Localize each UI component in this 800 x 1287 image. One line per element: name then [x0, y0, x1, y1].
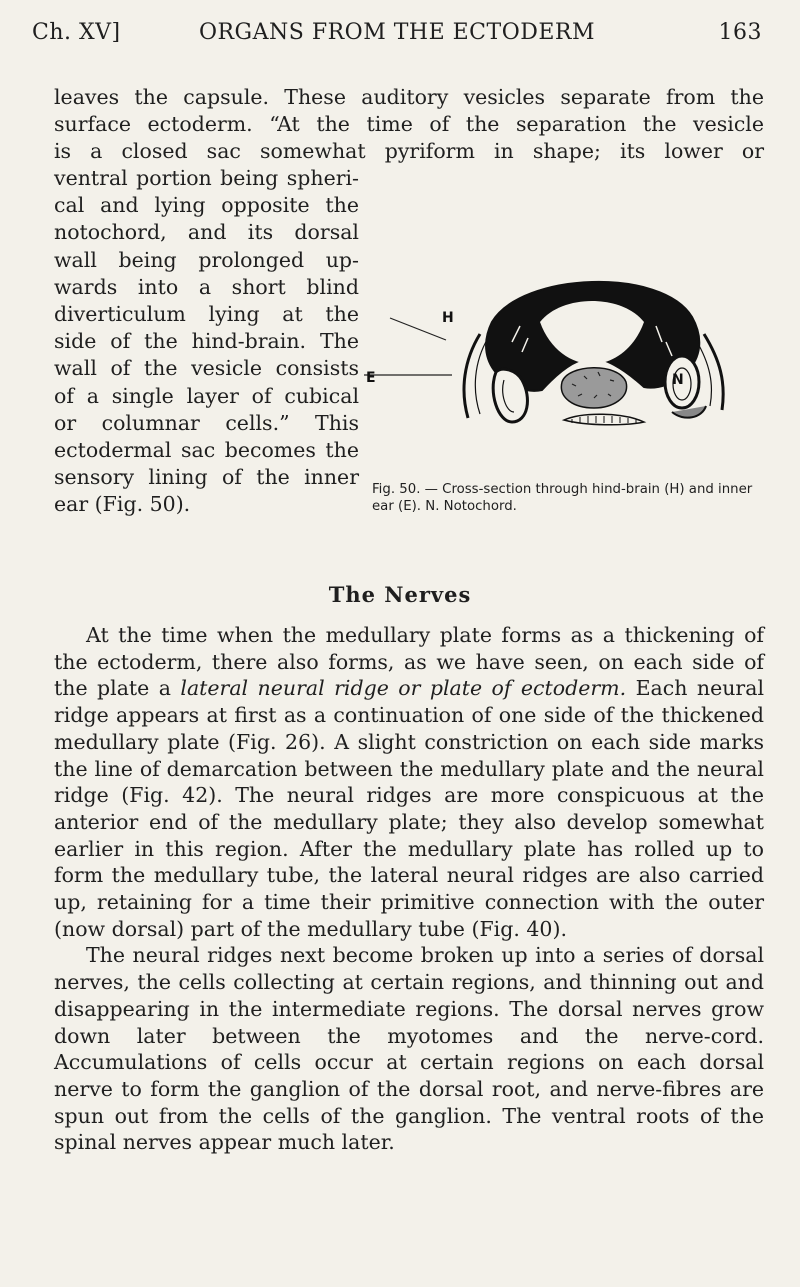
text-line: side of the hind-brain. The — [54, 329, 359, 354]
figure-caption: Fig. 50. — Cross-section through hind-brain (H) and inner ear (E). N. Notochord. — [372, 482, 753, 514]
text-span: Each neural ridge appears at first as a continuation of one side of the thickened medullary plate (Fig. 26). A slight constriction on each side marks the line of demarcation between the medullary plate and the neural ridge (Fig. 42). The neural ridges are more conspicuous at the anterior end of the medullary plate; they also develop somewhat earlier in this region. After the medullary plate has rolled up to form the medullary tube, the lateral neural ridges are also carried up, retaining for a time their primitive connection with the outer (now dorsal) part of the medullary tube (Fig. 40). — [54, 676, 765, 941]
cross-section-illustration — [366, 272, 767, 482]
text-line: of a single layer of cubical — [54, 383, 359, 408]
text-line: is a closed sac somewhat pyriform in shape; its lower or — [54, 139, 764, 164]
running-title: ORGANS FROM THE ECTODERM — [198, 20, 596, 45]
chapter-label: Ch. XV] — [32, 20, 121, 45]
text-line: or columnar cells.” This — [54, 410, 359, 435]
label-h: H — [442, 310, 454, 326]
text-span: At the time when the medullary plate forms as a thickening of the ectoderm, there also forms, as we have seen, on each side of the plate a — [54, 623, 764, 701]
text-line: sensory lining of the inner — [54, 465, 359, 490]
section-heading: The Nerves — [328, 582, 472, 607]
label-n: N — [672, 372, 684, 388]
text-line: notochord, and its dorsal — [54, 220, 359, 245]
top-paragraph — [54, 84, 764, 166]
text-line: diverticulum lying at the — [54, 302, 359, 327]
italic-term: lateral neural ridge or plate of ectoderm. — [180, 676, 627, 701]
text-line: ventral portion being spheri- — [54, 166, 359, 190]
label-e: E — [366, 370, 376, 386]
page-number: 163 — [718, 20, 762, 45]
text-line: surface ectoderm. “At the time of the separation the vesicle — [54, 112, 764, 137]
text-line: leaves the capsule. These auditory vesicles separate from the — [54, 85, 764, 109]
text-line: ear (Fig. 50). — [54, 492, 191, 517]
text-line: ectodermal sac becomes the — [54, 438, 359, 463]
running-head — [32, 20, 762, 50]
wrapped-paragraph-column — [54, 165, 359, 519]
text-line: wards into a short blind — [54, 274, 359, 299]
text-line: wall of the vesicle consists — [54, 356, 359, 381]
paragraph — [54, 622, 764, 942]
body-text — [54, 622, 764, 1156]
text-line: cal and lying opposite the — [54, 193, 359, 218]
paragraph: The neural ridges next become broken up into a series of dorsal nerves, the cells collecting at certain regions, and thinning out and disappearing in the intermediate regions. The dorsal nerves grow down later between the myotomes and the nerve-cord. Accumulations of cells occur at certain regions on each dorsal nerve to form the ganglion of the dorsal root, and nerve-fibres are spun out from the cells of the ganglion. The ventral roots of the spinal nerves appear much later. — [54, 943, 764, 1155]
text-line: wall being prolonged up- — [54, 247, 359, 272]
